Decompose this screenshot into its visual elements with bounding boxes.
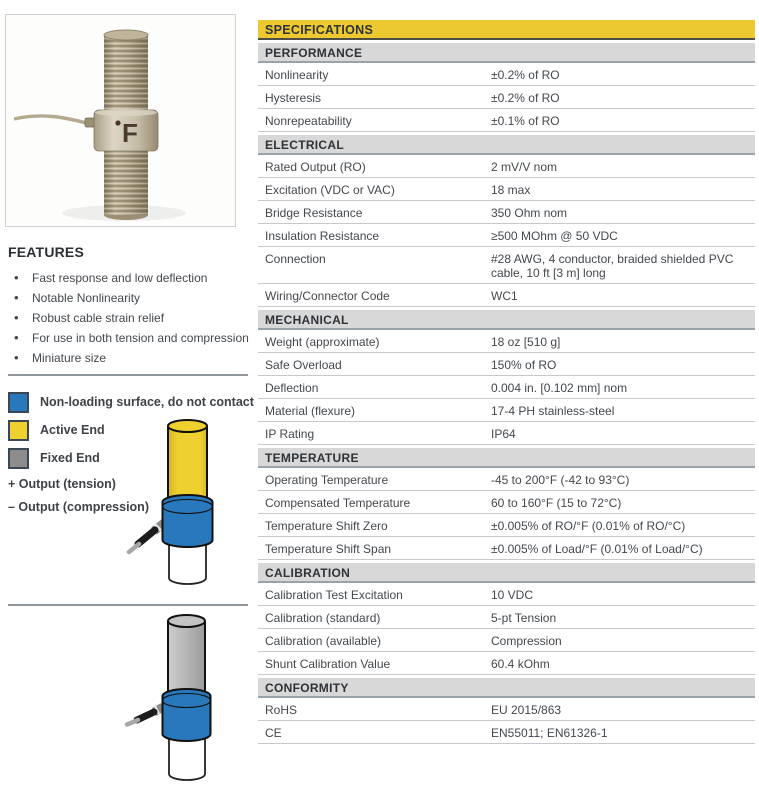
spec-row <box>258 399 755 422</box>
spec-value: 150% of RO <box>491 358 557 372</box>
spec-value: IP64 <box>491 427 516 441</box>
spec-label: Calibration (available) <box>265 634 382 648</box>
output-compression-label: – Output (compression) <box>8 500 149 514</box>
feature-item: • Notable Nonlinearity <box>8 288 254 308</box>
specifications-header: SPECIFICATIONS <box>258 20 755 40</box>
spec-label: Hysteresis <box>265 91 322 105</box>
features-title: FEATURES <box>8 244 85 260</box>
photo-cable <box>14 116 94 125</box>
spec-value: EU 2015/863 <box>491 703 562 717</box>
section-header-temperature: TEMPERATURE <box>258 448 755 468</box>
specifications-table <box>258 20 755 744</box>
feature-item: • For use in both tension and compression <box>8 328 254 348</box>
legend-item-0 <box>8 391 258 413</box>
section-header-performance: PERFORMANCE <box>258 43 755 63</box>
features-list <box>8 268 254 368</box>
spec-label: Temperature Shift Zero <box>265 519 388 533</box>
compression-diagram <box>118 611 253 793</box>
spec-label: Material (flexure) <box>265 404 356 418</box>
spec-value: ±0.2% of RO <box>491 91 560 105</box>
spec-value: 60 to 160°F (15 to 72°C) <box>491 496 622 510</box>
spec-label: Deflection <box>265 381 319 395</box>
brand-f-logo-icon: F <box>122 118 138 148</box>
spec-row <box>258 491 755 514</box>
tension-diagram <box>118 413 253 599</box>
diagram-cable <box>127 707 163 725</box>
spec-label: Shunt Calibration Value <box>265 657 391 671</box>
spec-row <box>258 698 755 721</box>
product-photo <box>5 14 236 227</box>
spec-row <box>258 537 755 560</box>
output-tension-label: + Output (tension) <box>8 477 116 491</box>
spec-label: Excitation (VDC or VAC) <box>265 183 395 197</box>
spec-row <box>258 422 755 445</box>
spec-label: CE <box>265 726 282 740</box>
spec-value: 5-pt Tension <box>491 611 557 625</box>
legend-swatch-icon <box>8 392 29 413</box>
section-header-calibration: CALIBRATION <box>258 563 755 583</box>
spec-value: EN55011; EN61326-1 <box>491 726 608 740</box>
fixed-end-cylinder <box>168 615 205 697</box>
legend-label: Fixed End <box>40 451 100 465</box>
spec-value: 350 Ohm nom <box>491 206 568 220</box>
spec-label: Weight (approximate) <box>265 335 380 349</box>
spec-label: Rated Output (RO) <box>265 160 366 174</box>
spec-label: Calibration Test Excitation <box>265 588 403 602</box>
spec-row <box>258 468 755 491</box>
spec-label: Safe Overload <box>265 358 342 372</box>
spec-row <box>258 330 755 353</box>
spec-value: ±0.005% of Load/°F (0.01% of Load/°C) <box>491 542 703 556</box>
legend-swatch-icon <box>8 420 29 441</box>
load-cell-photo-illustration <box>6 15 235 226</box>
spec-row <box>258 86 755 109</box>
spec-row <box>258 63 755 86</box>
legend-label: Active End <box>40 423 105 437</box>
spec-value: 60.4 kOhm <box>491 657 550 671</box>
spec-sections <box>258 43 755 744</box>
spec-label: Calibration (standard) <box>265 611 381 625</box>
spec-label: Nonlinearity <box>265 68 329 82</box>
spec-row <box>258 201 755 224</box>
section-header-electrical: ELECTRICAL <box>258 135 755 155</box>
spec-value: 0.004 in. [0.102 mm] nom <box>491 381 628 395</box>
divider <box>8 374 248 376</box>
spec-label: Temperature Shift Span <box>265 542 392 556</box>
spec-value: 18 oz [510 g] <box>491 335 561 349</box>
spec-row <box>258 178 755 201</box>
spec-label: Nonrepeatability <box>265 114 352 128</box>
spec-value: #28 AWG, 4 conductor, braided shielded PVC cable, 10 ft [3 m] long <box>491 252 734 280</box>
spec-value: ±0.1% of RO <box>491 114 560 128</box>
spec-row <box>258 606 755 629</box>
spec-label: Compensated Temperature <box>265 496 411 510</box>
threaded-rod-bottom <box>104 151 148 220</box>
spec-row <box>258 376 755 399</box>
spec-value: 2 mV/V nom <box>491 160 558 174</box>
spec-row <box>258 155 755 178</box>
spec-label: Bridge Resistance <box>265 206 363 220</box>
spec-value: ±0.005% of RO/°F (0.01% of RO/°C) <box>491 519 686 533</box>
non-loading-band <box>163 495 213 547</box>
spec-value: WC1 <box>491 289 518 303</box>
spec-value: ≥500 MOhm @ 50 VDC <box>491 229 618 243</box>
spec-value: 10 VDC <box>491 588 534 602</box>
spec-label: IP Rating <box>265 427 315 441</box>
spec-row <box>258 652 755 675</box>
spec-row <box>258 629 755 652</box>
spec-label: Connection <box>265 252 326 266</box>
spec-row <box>258 353 755 376</box>
threaded-rod-top <box>104 30 148 112</box>
spec-row <box>258 514 755 537</box>
spec-label: Wiring/Connector Code <box>265 289 390 303</box>
legend-label: Non-loading surface, do not contact <box>40 395 254 409</box>
brand-dot-icon <box>115 120 120 125</box>
spec-value: Compression <box>491 634 562 648</box>
spec-value: 17-4 PH stainless-steel <box>491 404 615 418</box>
spec-value: -45 to 200°F (-42 to 93°C) <box>491 473 630 487</box>
feature-item: • Fast response and low deflection <box>8 268 254 288</box>
spec-label: RoHS <box>265 703 298 717</box>
spec-value: ±0.2% of RO <box>491 68 560 82</box>
spec-row <box>258 247 755 284</box>
section-header-mechanical: MECHANICAL <box>258 310 755 330</box>
divider <box>8 604 248 606</box>
spec-label: Insulation Resistance <box>265 229 380 243</box>
spec-value: 18 max <box>491 183 531 197</box>
non-loading-band <box>163 689 211 741</box>
active-end-cylinder <box>168 420 207 506</box>
spec-label: Operating Temperature <box>265 473 389 487</box>
section-header-conformity: CONFORMITY <box>258 678 755 698</box>
feature-item: • Miniature size <box>8 348 254 368</box>
sensor-collar <box>94 109 158 151</box>
spec-row <box>258 284 755 307</box>
diagram-cable <box>129 523 164 552</box>
legend-swatch-icon <box>8 448 29 469</box>
spec-row <box>258 224 755 247</box>
spec-row <box>258 721 755 744</box>
feature-item: • Robust cable strain relief <box>8 308 254 328</box>
spec-row <box>258 583 755 606</box>
spec-row <box>258 109 755 132</box>
